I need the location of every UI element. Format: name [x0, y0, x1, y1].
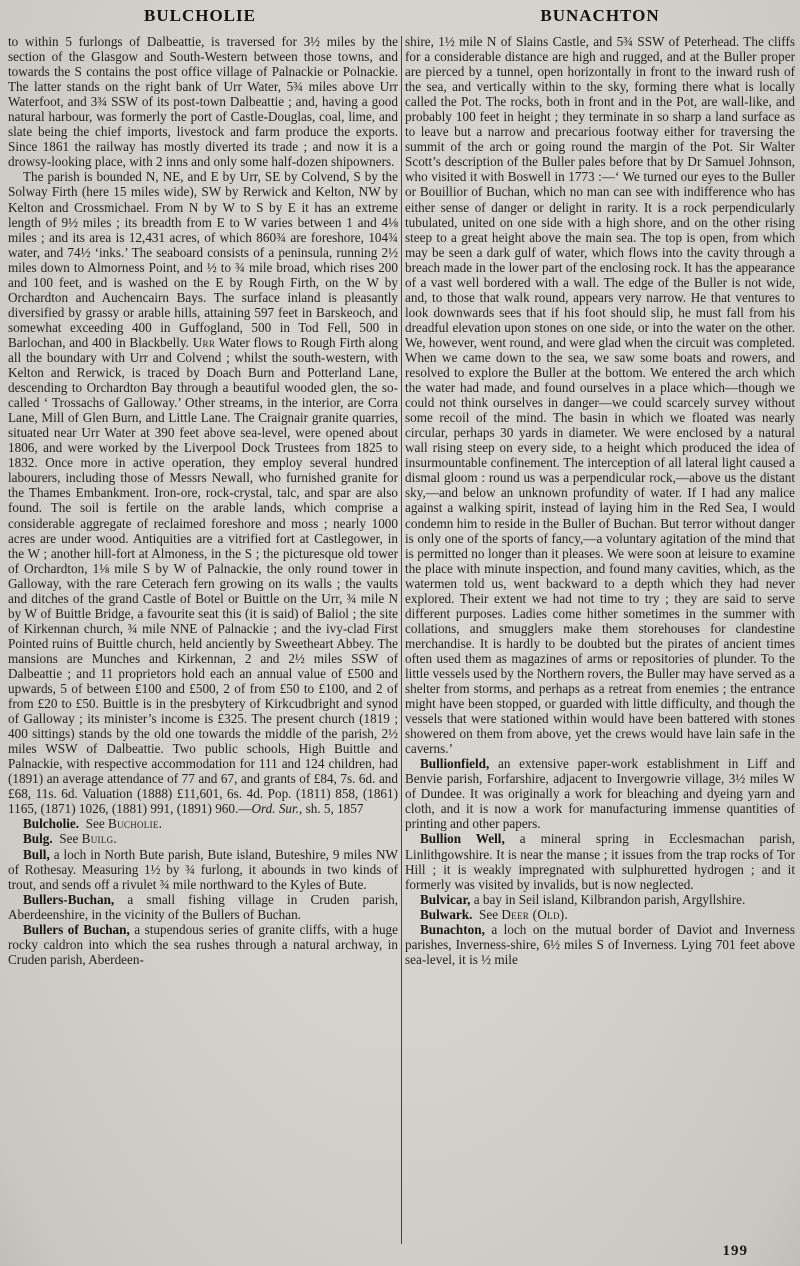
- text-segment: See: [52, 831, 82, 847]
- paragraph: [405, 34, 795, 756]
- text-segment: a stupendous series of granite cliffs, with a huge rocky caldron into which the sea rushes through a natural archway, in Cruden parish, Aberdeen-: [8, 921, 398, 967]
- text-segment: shire, 1½ mile N of Slains Castle, and 5¾ SSW of Peterhead. The cliffs for a considerable distance are high and rugged, and at the Buller proper are pierced by a tunnel, open horizontally in front to the inward rush of the sea, and vertically within to the sky, forming there what is locally called the Pot. The rocks, both in front and in the Pot, are wall-like, and probably 100 feet in height ; they terminate in so sharp a land surface as to leave but a narrow and precarious footway either for traversing the summit of the arch or going round the margin of the Pot. Sir Walter Scott’s description of the Buller pales before that by Dr Samuel Johnson, who visited it with Boswell in 1773 :—‘ We turned our eyes to the Buller or Bouillior of Buchan, which no man can see with indifference who has either sense of danger or delight in rarity. It is a rock perpendicularly tubulated, united on one side with a high shore, and on the other rising steep to a great height above the main sea. The top is open, from which may be seen a dark gulf of water, which flows into the cavity through a breach made in the lower part of the enclosing rock. It has the appearance of a vast well bordered with a wall. The edge of the Buller is not wide, and, to those that walk round, appears very narrow. He that ventures to look downwards sees that if his foot should slip, he must fall from his dreadful elevation upon stones on one side, or into the water on the other. We, however, went round, and were glad when the circuit was completed. When we came down to the sea, we saw some boats and rowers, and resolved to explore the Buller at the bottom. We entered the arch which the water had made, and found ourselves in a place which—though we could not think ourselves in danger—we could scarcely survey without some recoil of the mind. The basin in which we floated was nearly circular, perhaps 30 yards in diameter. We were enclosed by a natural wall rising steep on every side, to a height which produced the idea of insurmountable confinement. The interception of all lateral light caused a dismal gloom : round us was a perpendicular rock,—above us the distant sky,—and below an unknown profundity of water. If I had any malice against a walking spirit, instead of laying him in the Red Sea, I would condemn him to reside in the Buller of Buchan. But terror without danger is only one of the sports of fancy,—a voluntary agitation of the mind that is permitted no longer than it pleases. We were soon at leisure to examine the place with minute inspection, and found many cavities, which, as the watermen told us, went backward to a depth which they had never explored. Their extent we had not time to try ; they are said to serve different purposes. Ladies come hither sometimes in the summer with collations, and smugglers make them storehouses for clandestine merchandise. It is hardly to be doubted but the pirates of ancient times often used them as magazines of arms or repositories of plunder. To the little vessels used by the Northern rovers, the Buller may have served as a shelter from storms, and perhaps as a retreat from enemies ; the entrance might have been stopped, or guarded with little difficulty, and though the vessels that were stationed within would have been battered with stones showered on them from above, yet the crews would have lain safe in the caverns.’: [405, 34, 795, 757]
- paragraph: [405, 922, 795, 967]
- entry-headword: Bullers-Buchan,: [23, 891, 115, 907]
- text-columns: [8, 34, 795, 1244]
- entry-headword: Bullion Well,: [420, 831, 505, 847]
- left-column: [8, 34, 398, 1244]
- paragraph: [405, 892, 795, 907]
- paragraph: [405, 907, 795, 922]
- paragraph: [8, 34, 398, 169]
- page-number: 199: [722, 1243, 748, 1259]
- entry-headword: Bulcholie.: [23, 816, 80, 832]
- text-segment: See: [472, 906, 502, 922]
- text-segment: Ord. Sur.: [251, 801, 299, 817]
- paragraph: [8, 847, 398, 892]
- text-segment: See: [79, 816, 108, 832]
- text-segment: Bucholie.: [108, 816, 163, 832]
- entry-headword: Bull,: [23, 846, 50, 862]
- left-running-head: BULCHOLIE: [144, 6, 256, 25]
- paragraph: [8, 922, 398, 967]
- text-segment: a loch on the mutual border of Daviot and Inverness parishes, Inverness-shire, 6½ miles S of Inverness. Lying 701 feet above sea-level, it is ½ mile: [405, 921, 795, 967]
- text-segment: Urr: [192, 334, 216, 350]
- text-segment: an extensive paper-work establishment in Liff and Benvie parish, Forfarshire, adjacent to Invergowrie village, 3½ miles W of Dundee. It was originally a work for bleaching and dyeing yarn and cloth, and it is now a work for manufacturing immense quantities of printing and other papers.: [405, 756, 795, 832]
- paragraph: [8, 831, 398, 846]
- paragraph: [405, 831, 795, 891]
- text-segment: a loch in North Bute parish, Bute island, Buteshire, 9 miles NW of Rothesay. Measuring 1½ by ¾ furlong, it abounds in two kinds of trout, and sends off a rivulet ¾ mile northward to the Kyles of Bute.: [8, 846, 398, 892]
- paragraph: [405, 756, 795, 831]
- text-segment: The parish is bounded N, NE, and E by Urr, SE by Colvend, S by the Solway Firth (here 15 miles wide), SW by Rerwick and Kelton, NW by Kelton and Crossmichael. From N by W to S by E it has an extreme length of 9½ miles ; its breadth from E to W varies between 1 and 4⅛ miles ; and its area is 12,431 acres, of which 860¾ are foreshore, 104¾ water, and 74½ ‘inks.’ The seaboard consists of a peninsula, running 2½ miles down to Almorness Point, and ½ to ¾ mile broad, which rises 200 and 100 feet, and is washed on the E by Rough Firth, on the W by Orchardton and Auchencairn Bays. The surface inland is pleasantly diversified by grassy or arable hills, attaining 597 feet in Barskeoch, and somewhat exceeding 400 in Guffogland, 500 in Tod Fell, 500 in Barlochan, and 400 in Blackbelly.: [8, 169, 398, 350]
- entry-headword: Bulg.: [23, 831, 53, 847]
- running-heads: [0, 6, 800, 26]
- text-segment: Builg.: [81, 831, 118, 847]
- column-divider-rule: [401, 36, 402, 1244]
- text-segment: a mineral spring in Ecclesmachan parish, Linlithgowshire. It is near the manse ; it issues from the trap rocks of Tor Hill ; it is weakly impregnated with sulphuretted hydrogen ; and it formerly was visited by invalids, but is now neglected.: [405, 831, 795, 892]
- right-column: [405, 34, 795, 1244]
- entry-headword: Bulwark.: [420, 906, 473, 922]
- entry-headword: Bullers of Buchan,: [23, 921, 130, 937]
- text-segment: , sh. 5, 1857: [298, 801, 364, 817]
- paragraph: [8, 816, 398, 831]
- text-segment: a small fishing village in Cruden parish, Aberdeenshire, in the vicinity of the Bullers of Buchan.: [8, 891, 398, 922]
- text-segment: a bay in Seil island, Kilbrandon parish, Argyllshire.: [470, 891, 746, 907]
- paragraph: [8, 169, 398, 816]
- text-segment: Water flows to Rough Firth along all the boundary with Urr and Colvend ; whilst the south-western, with Kelton and Rerwick, is traced by Doach Burn and Potterland Lane, descending to Orchardton Bay through a beautiful wooded glen, the so-called ‘ Trossachs of Galloway.’ Other streams, in the interior, are Corra Lane, Mill of Glen Burn, and Little Lane. The Craignair granite quarries, situated near Urr Water at 390 feet above sea-level, were opened about 1806, and were worked by the Liverpool Dock Trustees from 1825 to 1832. Once more in active operation, they employ several hundred labourers, including those of Messrs Newall, who furnished granite for the Thames Embankment. Iron-ore, rock-crystal, talc, and spar are also found. The soil is fertile on the arable lands, which comprise a considerable aggregate of reclaimed foreshore and moss ; nearly 1000 acres are under wood. Antiquities are a vitrified fort at Castlegower, in the W ; another hill-fort at Almoness, in the S ; the picturesque old tower of Orchardton, 1⅛ mile S by W of Palnackie, the only round tower in Galloway, with the rare Ceterach fern growing on its walls ; the vaults and ditches of the grand Castle of Botel or Buittle on the Urr, ¾ mile N by W of Buittle Bridge, a favourite seat this (it is said) of Baliol ; the site of Kirkennan church, ¾ mile NNE of Palnackie ; and the ivy-clad First Pointed ruins of Buittle church, held anciently by Sweetheart Abbey. The mansions are Munches and Kirkennan, 2 and 2½ miles SSW of Dalbeattie ; and 11 proprietors hold each an annual value of £500 and upwards, 5 of between £100 and £500, 2 of from £50 to £100, and 2 of from £20 to £50. Buittle is in the presbytery of Kirkcudbright and synod of Galloway ; its minister’s income is £325. The present church (1819 ; 400 sittings) stands by the old one towards the middle of the parish, 2½ miles WSW of Dalbeattie. Two public schools, High Buittle and Palnackie, with respective accommodation for 111 and 124 children, had (1891) an average attendance of 77 and 67, and grants of £84, 7s. 6d. and £68, 11s. 6d. Valuation (1888) £11,601, 6s. 4d. Pop. (1811) 858, (1861) 1165, (1871) 1026, (1881) 991, (1891) 960.—: [8, 334, 398, 817]
- entry-headword: Bunachton,: [420, 921, 485, 937]
- entry-headword: Bullionfield,: [420, 756, 490, 772]
- right-running-head: BUNACHTON: [540, 6, 660, 25]
- text-segment: Deer (Old).: [501, 906, 569, 922]
- text-segment: to within 5 furlongs of Dalbeattie, is traversed for 3½ miles by the section of the Glasgow and South-Western between those towns, and towards the S contains the post office village of Palnackie or Polnackie. The latter stands on the right bank of Urr Water, 5¾ miles above Urr Waterfoot, and 3¾ SSW of its post-town Dalbeattie ; and, having a good natural harbour, was formerly the port of Castle-Douglas, coal, lime, and slate being the chief imports, livestock and farm produce the exports. Since 1861 the railway has mostly diverted its trade ; and now it is a drowsy-looking place, with 2 inns and only some half-dozen shipowners.: [8, 34, 398, 170]
- entry-headword: Bulvicar,: [420, 891, 471, 907]
- paragraph: [8, 892, 398, 922]
